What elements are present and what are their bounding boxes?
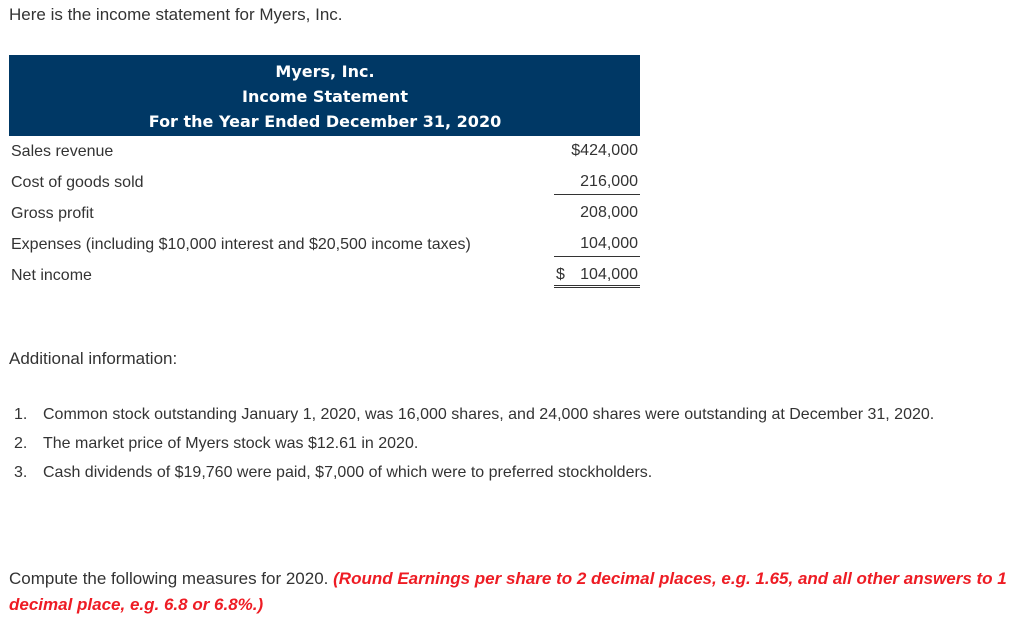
company-name: Myers, Inc. xyxy=(275,62,375,81)
statement-period: For the Year Ended December 31, 2020 xyxy=(148,112,502,131)
row-label: Gross profit xyxy=(11,205,94,222)
rounding-instruction: (Round Earnings per share to 2 decimal places, e.g. 1.65, and all other answers to 1 decimal place, e.g. 6.8 or 6.8%.) xyxy=(9,569,1007,614)
statement-header xyxy=(9,55,640,136)
statement-row xyxy=(9,136,640,167)
list-text: Cash dividends of $19,760 were paid, $7,000 of which were to preferred stockholders. xyxy=(43,464,653,481)
list-text: The market price of Myers stock was $12.61 in 2020. xyxy=(43,435,419,452)
row-amount: 104,000 xyxy=(580,266,638,283)
statement-row xyxy=(9,167,640,198)
statement-row xyxy=(9,229,640,260)
intro-text: Here is the income statement for Myers, Inc. xyxy=(9,5,343,24)
income-statement-table xyxy=(9,55,640,291)
row-amount: $424,000 xyxy=(571,142,638,159)
additional-info-heading: Additional information: xyxy=(9,349,178,368)
row-label: Sales revenue xyxy=(11,143,114,160)
row-amount: 104,000 xyxy=(554,231,640,257)
additional-info-list xyxy=(9,402,1019,489)
row-amount: 216,000 xyxy=(554,169,640,195)
list-item xyxy=(9,431,1019,456)
statement-row xyxy=(9,260,640,291)
row-label: Cost of goods sold xyxy=(11,174,144,191)
compute-text: Compute the following measures for 2020. xyxy=(9,569,329,588)
row-amount-total xyxy=(554,262,640,288)
list-item xyxy=(9,402,1019,427)
statement-row xyxy=(9,198,640,229)
row-label: Net income xyxy=(11,267,92,284)
list-number: 1. xyxy=(14,406,28,423)
list-text: Common stock outstanding January 1, 2020, was 16,000 shares, and 24,000 shares were outstanding at December 31, 2020. xyxy=(43,406,935,423)
list-number: 3. xyxy=(14,464,28,481)
row-label: Expenses (including $10,000 interest and $20,500 income taxes) xyxy=(11,236,471,253)
dollar-sign: $ xyxy=(556,266,565,283)
list-item xyxy=(9,460,1019,485)
statement-title: Income Statement xyxy=(242,87,408,106)
row-amount: 208,000 xyxy=(580,204,638,221)
list-number: 2. xyxy=(14,435,28,452)
compute-instructions xyxy=(9,566,1014,618)
